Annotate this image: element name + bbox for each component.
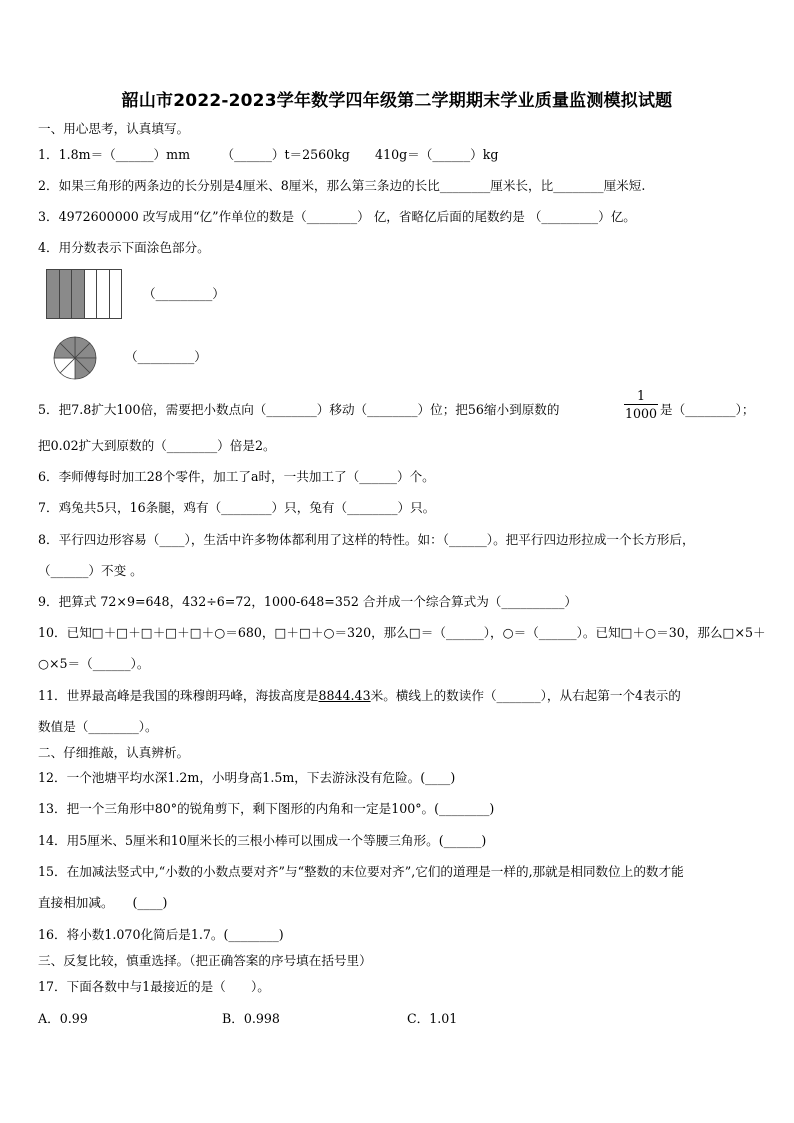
question-14: 14．用5厘米、5厘米和10厘米长的三根小棒可以围成一个等腰三角形。(______) (38, 833, 487, 848)
question-10-line-2: ○×5＝（______）。 (38, 656, 150, 671)
question-17-option-a: A．0.99 (38, 1011, 88, 1026)
question-7: 7．鸡兔共5只，16条腿，鸡有（________）只，兔有（________）只。 (38, 500, 436, 515)
rect-part (97, 270, 110, 318)
question-10-line-1: 10．已知□＋□＋□＋□＋□＋○＝680，□＋□＋○＝320，那么□＝（______），○＝（______）。已知□＋○＝30，那么□×5＋ (38, 625, 766, 640)
question-12: 12．一个池塘平均水深1.2m，小明身高1.5m，下去游泳没有危险。(____) (38, 770, 456, 785)
question-15-line-2: 直接相加减。 (____) (38, 895, 168, 910)
question-11-line-2: 数值是（________）。 (38, 719, 158, 734)
question-5-part-1: 5．把7.8扩大100倍，需要把小数点向（________）移动（________）位；把56缩小到原数的 (38, 402, 560, 417)
section-1-heading: 一、用心思考，认真填写。 (38, 121, 190, 136)
section-3-heading: 三、反复比较，慎重选择。（把正确答案的序号填在括号里） (38, 953, 372, 968)
question-5 (38, 402, 559, 418)
question-6: 6．李师傅每时加工28个零件，加工了a时，一共加工了（______）个。 (38, 469, 435, 484)
question-4-blank-2: （_________） (125, 349, 207, 364)
question-4-blank-1: （_________） (143, 286, 225, 301)
question-11 (38, 688, 681, 704)
question-15-line-1: 15．在加减法竖式中,“小数的小数点要对齐”与“整数的末位要对齐”,它们的道理是一样的,那就是相同数位上的数才能 (38, 864, 684, 879)
section-2-heading: 二、仔细推敲，认真辨析。 (38, 745, 190, 760)
page-title: 韶山市2022-2023学年数学四年级第二学期期末学业质量监测模拟试题 (121, 91, 673, 111)
fraction-numerator: 1 (636, 388, 645, 403)
rect-part (60, 270, 73, 318)
question-2: 2．如果三角形的两条边的长分别是4厘米、8厘米，那么第三条边的长比________厘米长，比________厘米短. (38, 178, 646, 193)
rect-fraction-figure (46, 269, 122, 319)
question-17-option-c: C．1.01 (407, 1011, 458, 1026)
question-17: 17．下面各数中与1最接近的是（ ）。 (38, 979, 270, 994)
question-16: 16．将小数1.070化简后是1.7。(________) (38, 927, 284, 942)
question-5-line-2: 把0.02扩大到原数的（________）倍是2。 (38, 438, 276, 453)
rect-part (47, 270, 60, 318)
question-4: 4．用分数表示下面涂色部分。 (38, 240, 210, 255)
question-13: 13．把一个三角形中80°的锐角剪下，剩下图形的内角和一定是100°。(________) (38, 801, 495, 816)
question-3: 3．4972600000 改写成用“亿”作单位的数是（________） 亿，省略亿后面的尾数约是 （_________）亿。 (38, 209, 636, 224)
question-9: 9．把算式 72×9=648，432÷6=72，1000-648=352 合并成一个综合算式为（__________） (38, 594, 577, 609)
question-5-part-2: 是（________）； (660, 402, 755, 417)
question-8-line-1: 8．平行四边形容易（____），生活中许多物体都利用了这样的特性。如：（______）。把平行四边形拉成一个长方形后， (38, 532, 695, 547)
fraction-1-over-1000 (624, 388, 658, 421)
fraction-denominator: 1000 (624, 406, 658, 421)
question-11-part-a: 11．世界最高峰是我国的珠穆朗玛峰，海拔高度是 (38, 688, 319, 703)
rect-part (110, 270, 122, 318)
rect-part (85, 270, 98, 318)
pie-fraction-figure (53, 336, 97, 380)
question-1: 1．1.8m＝（______）mm （______）t＝2560kg 410g＝（______）kg (38, 147, 499, 162)
question-8-line-2: （______）不变 。 (38, 563, 143, 578)
question-11-underlined-number: 8844.43 (318, 688, 371, 703)
rect-part (72, 270, 85, 318)
question-17-option-b: B．0.998 (222, 1011, 280, 1026)
fraction-bar (624, 404, 658, 405)
question-11-part-c: 米。横线上的数读作（_______），从右起第一个4表示的 (370, 688, 681, 703)
